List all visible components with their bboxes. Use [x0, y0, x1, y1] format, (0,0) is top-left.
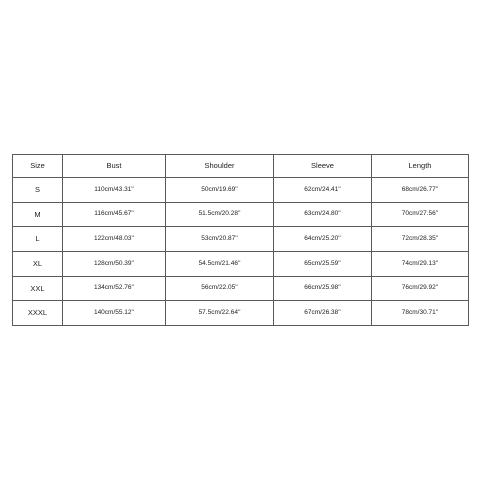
- header-row: [13, 155, 469, 178]
- header-size: Size: [13, 155, 63, 178]
- bust-cell: 140cm/55.12'': [63, 301, 166, 326]
- header-sleeve: Sleeve: [274, 155, 372, 178]
- length-cell: 68cm/26.77'': [372, 178, 469, 203]
- length-cell: 70cm/27.56'': [372, 202, 469, 227]
- table-row: [13, 276, 469, 301]
- sleeve-cell: 66cm/25.98'': [274, 276, 372, 301]
- sleeve-cell: 64cm/25.20'': [274, 227, 372, 252]
- size-cell: XL: [13, 251, 63, 276]
- bust-cell: 110cm/43.31'': [63, 178, 166, 203]
- sleeve-cell: 65cm/25.59'': [274, 251, 372, 276]
- size-chart-table: [12, 154, 469, 326]
- length-cell: 78cm/30.71'': [372, 301, 469, 326]
- length-cell: 74cm/29.13'': [372, 251, 469, 276]
- shoulder-cell: 51.5cm/20.28'': [166, 202, 274, 227]
- table-row: [13, 301, 469, 326]
- table-row: [13, 178, 469, 203]
- table-row: [13, 202, 469, 227]
- shoulder-cell: 56cm/22.05'': [166, 276, 274, 301]
- size-cell: M: [13, 202, 63, 227]
- size-cell: XXXL: [13, 301, 63, 326]
- shoulder-cell: 54.5cm/21.46'': [166, 251, 274, 276]
- header-bust: Bust: [63, 155, 166, 178]
- bust-cell: 128cm/50.39'': [63, 251, 166, 276]
- shoulder-cell: 53cm/20.87'': [166, 227, 274, 252]
- bust-cell: 122cm/48.03'': [63, 227, 166, 252]
- length-cell: 76cm/29.92'': [372, 276, 469, 301]
- shoulder-cell: 50cm/19.69'': [166, 178, 274, 203]
- sleeve-cell: 63cm/24.80'': [274, 202, 372, 227]
- length-cell: 72cm/28.35'': [372, 227, 469, 252]
- table-row: [13, 251, 469, 276]
- size-cell: L: [13, 227, 63, 252]
- bust-cell: 134cm/52.76'': [63, 276, 166, 301]
- sleeve-cell: 62cm/24.41'': [274, 178, 372, 203]
- size-cell: XXL: [13, 276, 63, 301]
- header-shoulder: Shoulder: [166, 155, 274, 178]
- table-row: [13, 227, 469, 252]
- header-length: Length: [372, 155, 469, 178]
- size-cell: S: [13, 178, 63, 203]
- shoulder-cell: 57.5cm/22.64'': [166, 301, 274, 326]
- sleeve-cell: 67cm/26.38'': [274, 301, 372, 326]
- bust-cell: 116cm/45.67'': [63, 202, 166, 227]
